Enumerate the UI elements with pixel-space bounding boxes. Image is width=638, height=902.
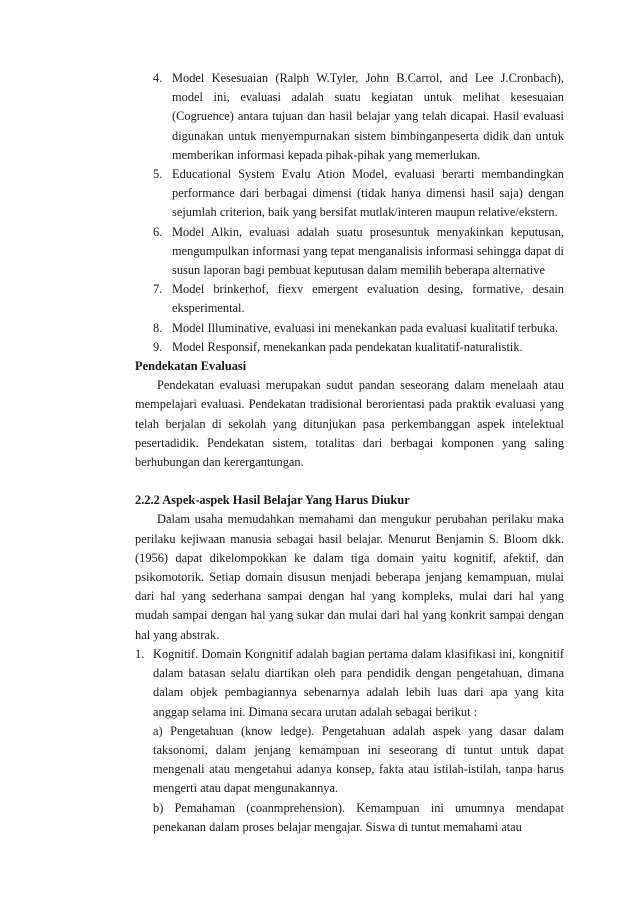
evaluation-model-list [135, 69, 564, 357]
list-number: 7. [153, 282, 163, 297]
list-text: Model Kesesuaian (Ralph W.Tyler, John B.Carrol, and Lee J.Cronbach), model ini, evaluasi adalah suatu kegiatan untuk melihat kesesuaian (Cogruence) antara tujuan dan hasil belajar yang telah dicapai. Hasil evaluasi digunakan untuk menyempurnakan sistem bimbinganpeserta didik dan untuk memberikan informasi kepada pihak-pihak yang memerlukan. [172, 71, 564, 162]
page-content [135, 69, 564, 837]
list-item [135, 165, 564, 223]
list-number: 5. [153, 167, 163, 182]
section-paragraph: Dalam usaha memudahkan memahami dan mengukur perubahan perilaku maka perilaku kejiwaan manusia sebagai hasil belajar. Menurut Benjamin S. Bloom dkk. (1956) dapat dikelompokkan ke dalam tiga domain yaitu kognitif, afektif, dan psikomotorik. Setiap domain disusun menjadi beberapa jenjang kemampuan, mulai dari hal yang sederhana sampai dengan hal yang kompleks, mulai dari hal yang mudah sampai dengan hal yang sukar dan mulai dari hal yang konkrit sampai dengan hal yang abstrak. [135, 512, 564, 642]
list-number: 1. [135, 646, 145, 661]
list-item [135, 319, 564, 338]
list-number: 8. [153, 320, 163, 335]
list-text: Model brinkerhof, fiexv emergent evaluation desing, formative, desain eksperimental. [172, 282, 564, 316]
domain-list [135, 645, 564, 837]
sub-item-comprehension: b) Pemahaman (coanmprehension). Kemampuan ini umumnya mendapat penekanan dalam proses belajar mengajar. Siswa di tuntut memahami atau [153, 800, 564, 834]
list-text: Model Illuminative, evaluasi ini menekankan pada evaluasi kualitatif terbuka. [172, 320, 559, 335]
section-heading: 2.2.2 Aspek-aspek Hasil Belajar Yang Harus Diukur [135, 493, 410, 508]
list-text: Kognitif. Domain Kongnitif adalah bagian pertama dalam klasifikasi ini, kongnitif dalam batasan selalu diartikan oleh para pendidik dengan pengetahuan, dimana dalam objek pembagiannya sebenarnya adalah lebih luas dari apa yang kita anggap selama ini. Dimana secara urutan adalah sebagai berikut : [153, 646, 564, 719]
approach-heading: Pendekatan Evaluasi [135, 359, 247, 374]
list-text: Model Alkin, evaluasi adalah suatu prosesuntuk menyakinkan keputusan, mengumpulkan informasi yang tepat menganalisis informasi sehingga dapat di susun laporan bagi pembuat keputusan dalam memilih beberapa alternative [172, 224, 564, 278]
approach-paragraph: Pendekatan evaluasi merupakan sudut pandan seseorang dalam menelaah atau mempelajari evaluasi. Pendekatan tradisional berorientasi pada praktik evaluasi yang telah berjalan di sekolah yang ditunjukan pasa perkembanggan aspek intelektual pesertadidik. Pendekatan sistem, totalitas dari berbagai komponen yang saling berhubungan dan kerergantungan. [135, 378, 564, 470]
section-spacer [135, 472, 564, 491]
list-item [135, 223, 564, 281]
list-number: 4. [153, 71, 163, 85]
list-item [135, 69, 564, 165]
list-text: Model Responsif, menekankan pada pendekatan kualitatif-naturalistik. [172, 339, 523, 354]
list-item [135, 280, 564, 318]
list-number: 6. [153, 224, 163, 239]
list-item [135, 645, 564, 837]
sub-item-knowledge: a) Pengetahuan (know ledge). Pengetahuan adalah aspek yang dasar dalam taksonomi, dalam jenjang kemampuan ini seseorang di tuntut untuk dapat mengenali atau mengetahui adanya konsep, fakta atau istilah-istilah, tanpa harus mengerti atau dapat mengunakannya. [153, 723, 564, 796]
list-number: 9. [153, 339, 163, 354]
list-text: Educational System Evalu Ation Model, evaluasi berarti membandingkan performance dari berbagai dimensi (tidak hanya dimensi hasil saja) dengan sejumlah criterion, baik yang bersifat mutlak/interen maupun relative/ekstern. [172, 167, 564, 220]
list-item [135, 338, 564, 357]
